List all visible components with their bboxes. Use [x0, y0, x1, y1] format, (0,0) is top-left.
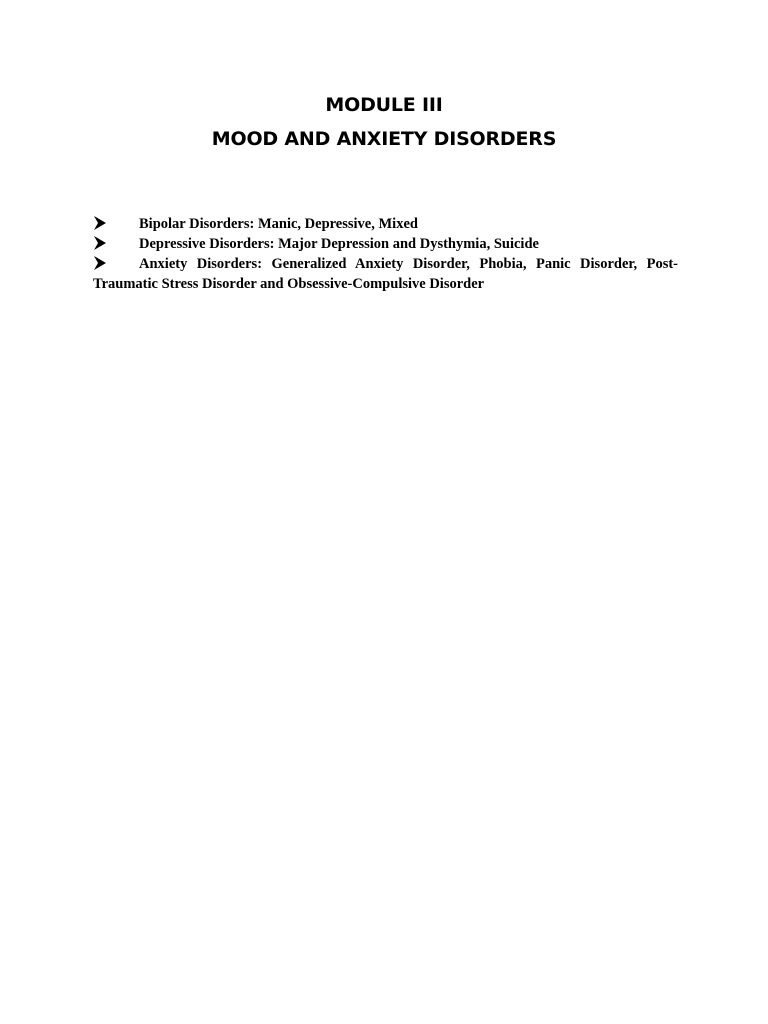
- arrowhead-bullet-icon: [93, 215, 107, 231]
- arrowhead-bullet-icon: [93, 255, 107, 271]
- module-heading: [0, 88, 768, 156]
- topic-text: Bipolar Disorders: Manic, Depressive, Mixed: [139, 216, 418, 232]
- list-item: [93, 254, 678, 294]
- list-item: [93, 234, 678, 254]
- list-item: [93, 214, 678, 234]
- topic-text: Anxiety Disorders: Generalized Anxiety Disorder, Phobia, Panic Disorder, Post-Traumatic Stress Disorder and Obsessive-Compulsive Disorder: [93, 256, 678, 292]
- module-title: MOOD AND ANXIETY DISORDERS: [211, 128, 557, 150]
- arrowhead-bullet-icon: [93, 235, 107, 251]
- topic-text: Depressive Disorders: Major Depression and Dysthymia, Suicide: [139, 236, 539, 252]
- module-label: MODULE III: [325, 94, 443, 116]
- topic-list: [93, 214, 678, 294]
